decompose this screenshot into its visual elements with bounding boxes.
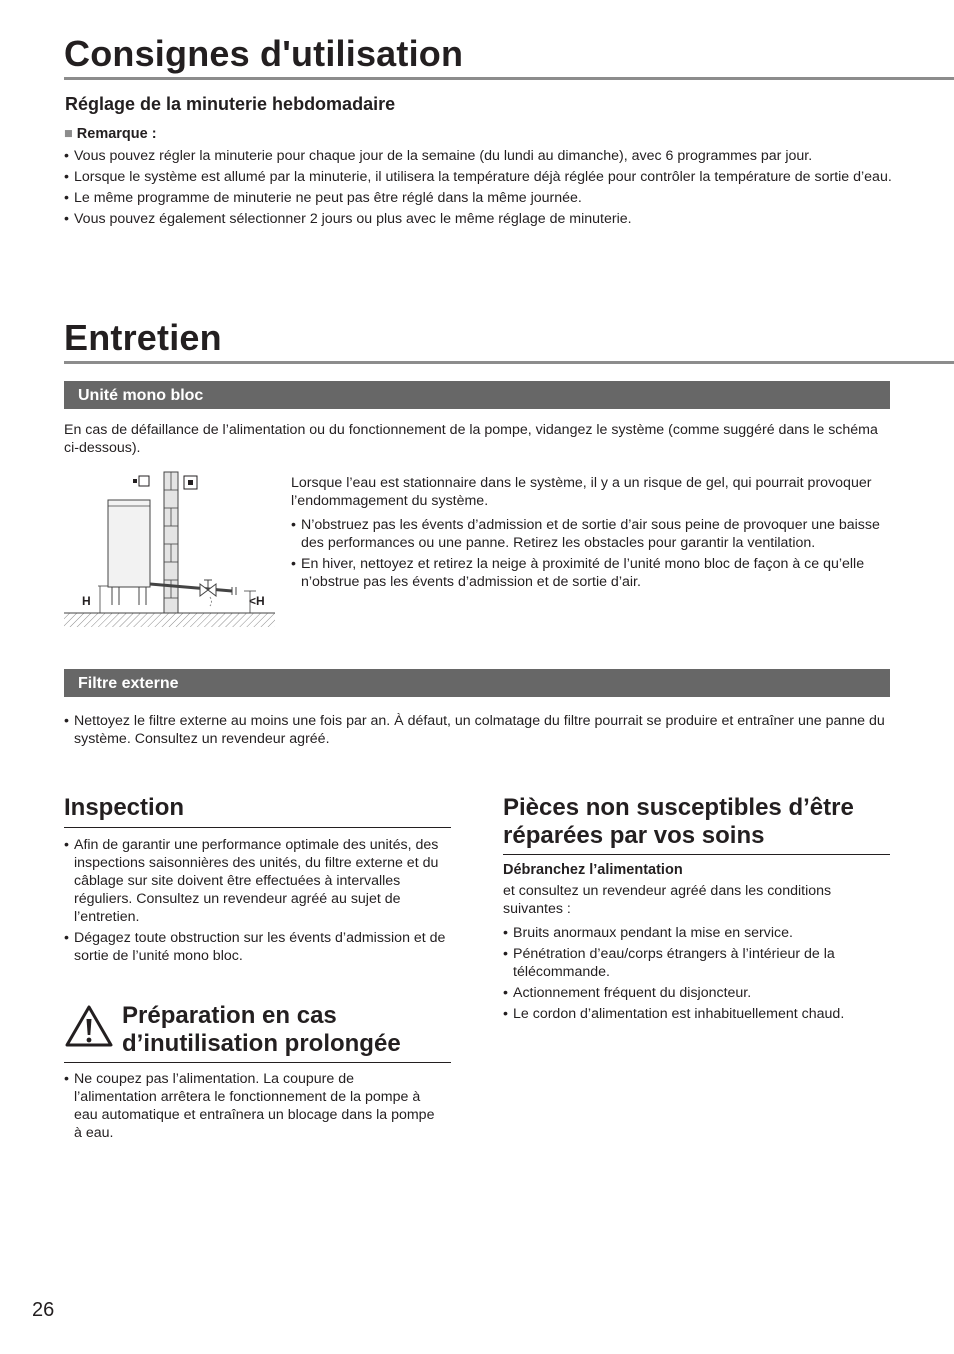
list-item: • Vous pouvez également sélectionner 2 jours ou plus avec le même réglage de minuterie. <box>64 210 894 228</box>
pieces-title <box>503 794 854 850</box>
pieces-title-line1: Pièces non susceptibles d’être <box>503 794 854 821</box>
note-heading <box>64 126 157 142</box>
inspection-title: Inspection <box>64 794 185 821</box>
page-title: Consignes d'utilisation <box>64 33 464 74</box>
filter-list <box>64 712 890 751</box>
list-item: • Le cordon d’alimentation est inhabituellement chaud. <box>503 1005 883 1023</box>
preparation-title <box>122 1002 401 1058</box>
note-list <box>64 147 894 231</box>
preparation-title-line2: d’inutilisation prolongée <box>122 1030 401 1057</box>
list-item: • En hiver, nettoyez et retirez la neige à proximité de l’unité mono bloc de façon à ce qu’elle n’obstrue pas les évents d’admission et de sortie d’air. <box>291 555 891 591</box>
drainage-diagram <box>64 470 276 630</box>
inspection-list <box>64 836 449 968</box>
list-item: • Actionnement fréquent du disjoncteur. <box>503 984 883 1002</box>
pieces-intro: et consultez un revendeur agréé dans les conditions suivantes : <box>503 883 832 917</box>
warning-triangle-icon <box>64 1003 114 1049</box>
list-item: • Lorsque le système est allumé par la minuterie, il utilisera la température déjà réglée pour contrôler la température de sortie d’eau. <box>64 168 894 186</box>
mono-intro: En cas de défaillance de l’alimentation ou du fonctionnement de la pompe, vidangez le système (comme suggéré dans le schéma ci-dessous). <box>64 422 878 456</box>
external-filter-bar: Filtre externe <box>64 669 890 697</box>
diagram-label-h: H <box>82 594 91 608</box>
list-item: • Dégagez toute obstruction sur les évents d’admission et de sortie de l’unité mono bloc. <box>64 929 449 965</box>
page-number: 26 <box>32 1299 55 1321</box>
list-item: • Bruits anormaux pendant la mise en service. <box>503 924 883 942</box>
list-item: • Nettoyez le filtre externe au moins une fois par an. À défaut, un colmatage du filtre pourrait se produire et entraîner une panne du système. Consultez un revendeur agréé. <box>64 712 890 748</box>
mono-paragraph: Lorsque l’eau est stationnaire dans le système, il y a un risque de gel, qui pourrait provoquer l’endommagement du système. <box>291 475 872 509</box>
mono-bloc-bar: Unité mono bloc <box>64 381 890 409</box>
section-rule <box>64 361 954 364</box>
list-item: • Le même programme de minuterie ne peut pas être réglé dans la même journée. <box>64 189 894 207</box>
pieces-subhead: Débranchez l’alimentation <box>503 862 683 878</box>
list-item: • Afin de garantir une performance optimale des unités, des inspections saisonnières des unités, du filtre externe et du câblage sur site doivent être effectuées à intervalles réguliers. Consultez un revendeur agréé au sujet de l’entretien. <box>64 836 449 926</box>
section-subtitle: Réglage de la minuterie hebdomadaire <box>65 94 396 114</box>
title-rule <box>64 77 954 80</box>
drainage-diagram-graphic <box>64 470 276 630</box>
list-item: • Pénétration d’eau/corps étrangers à l’intérieur de la télécommande. <box>503 945 883 981</box>
pieces-rule <box>503 854 890 855</box>
preparation-list <box>64 1070 439 1145</box>
diagram-label-less-h: <H <box>249 594 265 608</box>
section-title: Entretien <box>64 317 222 358</box>
list-item: • Ne coupez pas l’alimentation. La coupure de l’alimentation arrêtera le fonctionnement de la pompe à eau automatique et entraînera un blocage dans la pompe à eau. <box>64 1070 439 1142</box>
inspection-rule <box>64 827 451 828</box>
note-marker: ■ <box>64 126 73 142</box>
list-item: • N’obstruez pas les évents d’admission et de sortie d’air sous peine de provoquer une baisse des performances ou une panne. Retirez les obstacles pour garantir la ventilation. <box>291 516 891 552</box>
pieces-list <box>503 924 883 1026</box>
note-label: Remarque : <box>76 126 157 142</box>
preparation-rule <box>64 1062 451 1063</box>
mono-list <box>291 516 891 594</box>
list-item: • Vous pouvez régler la minuterie pour chaque jour de la semaine (du lundi au dimanche), avec 6 programmes par jour. <box>64 147 894 165</box>
preparation-title-line1: Préparation en cas <box>122 1002 337 1029</box>
pieces-title-line2: réparées par vos soins <box>503 822 765 849</box>
